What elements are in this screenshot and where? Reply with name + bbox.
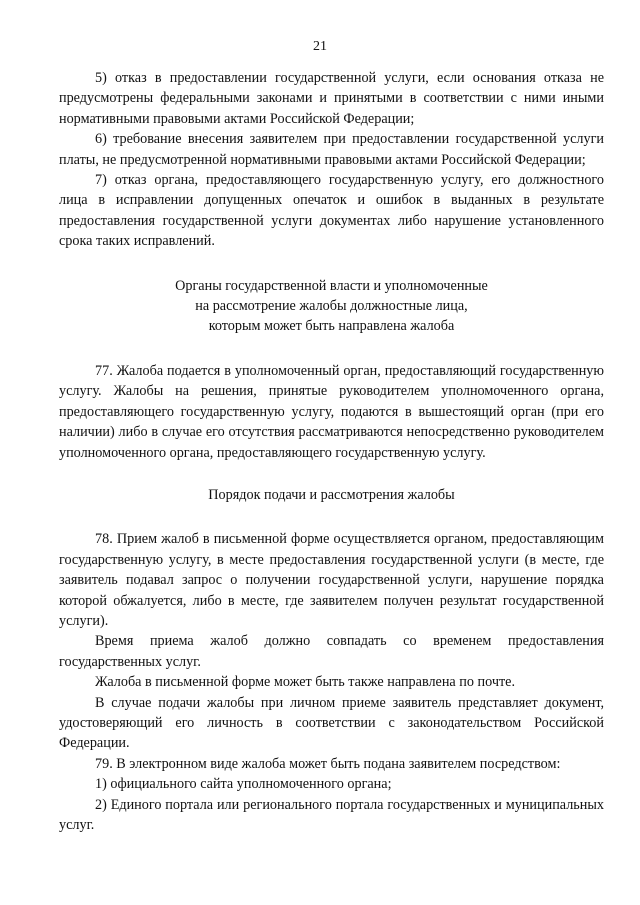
- page-number: 21: [313, 39, 327, 54]
- paragraph-item-6: 6) требование внесения заявителем при предоставлении государственной услуги платы, не предусмотренной нормативными правовыми актами Российской Федерации;: [59, 131, 604, 168]
- paragraph-item-7: 7) отказ органа, предоставляющего государственную услугу, его должностного лица в исправлении допущенных опечаток и ошибок в выданных в результате предоставления государственной услуги документах либо нарушение установленного срока таких исправлений.: [59, 172, 604, 250]
- section-heading-order: [59, 485, 604, 505]
- heading-line: Порядок подачи и рассмотрения жалобы: [208, 486, 455, 503]
- paragraph-item-78: 78. Прием жалоб в письменной форме осуществляется органом, предоставляющим государственную услугу, в месте предоставления государственной услуги (в месте, где заявитель подавал запрос о получении государственной услуги, нарушение порядка которой обжалуется, либо в месте, где заявителем получен результат государственной услуги).: [59, 531, 604, 629]
- heading-line: Органы государственной власти и уполномоченные: [175, 277, 488, 294]
- paragraph-item-79-2: 2) Единого портала или регионального портала государственных и муниципальных услуг.: [59, 796, 604, 833]
- paragraph-item-79: 79. В электронном виде жалоба может быть подана заявителем посредством:: [95, 755, 561, 772]
- heading-line: которым может быть направлена жалоба: [208, 318, 455, 335]
- paragraph-item-77: 77. Жалоба подается в уполномоченный орган, предоставляющий государственную услугу. Жалобы на решения, принятые руководителем уполномоченного органа, предоставляющего государственную услугу, подаются в вышестоящий орган (при его наличии) либо в случае его отсутствия рассматриваются непосредственно руководителем уполномоченного органа, предоставляющего государственную услугу.: [59, 362, 604, 461]
- paragraph-item-79-1: 1) официального сайта уполномоченного органа;: [95, 776, 392, 793]
- paragraph-item-78-time: Время приема жалоб должно совпадать со временем предоставления государственных услуг.: [59, 633, 604, 670]
- paragraph-item-78-mail: Жалоба в письменной форме может быть также направлена по почте.: [95, 674, 516, 691]
- heading-line: на рассмотрение жалобы должностные лица,: [195, 298, 468, 315]
- section-heading-organs: [59, 276, 604, 337]
- document-body: [59, 68, 604, 835]
- paragraph-item-5: 5) отказ в предоставлении государственной услуги, если основания отказа не предусмотрены федеральными законами и принятыми в соответствии с ними иными нормативными правовыми актами Российской Федерации;: [59, 70, 604, 127]
- paragraph-item-78-personal: В случае подачи жалобы при личном приеме заявитель представляет документ, удостоверяющий его личность в соответствии с законодательством Российской Федерации.: [59, 694, 604, 752]
